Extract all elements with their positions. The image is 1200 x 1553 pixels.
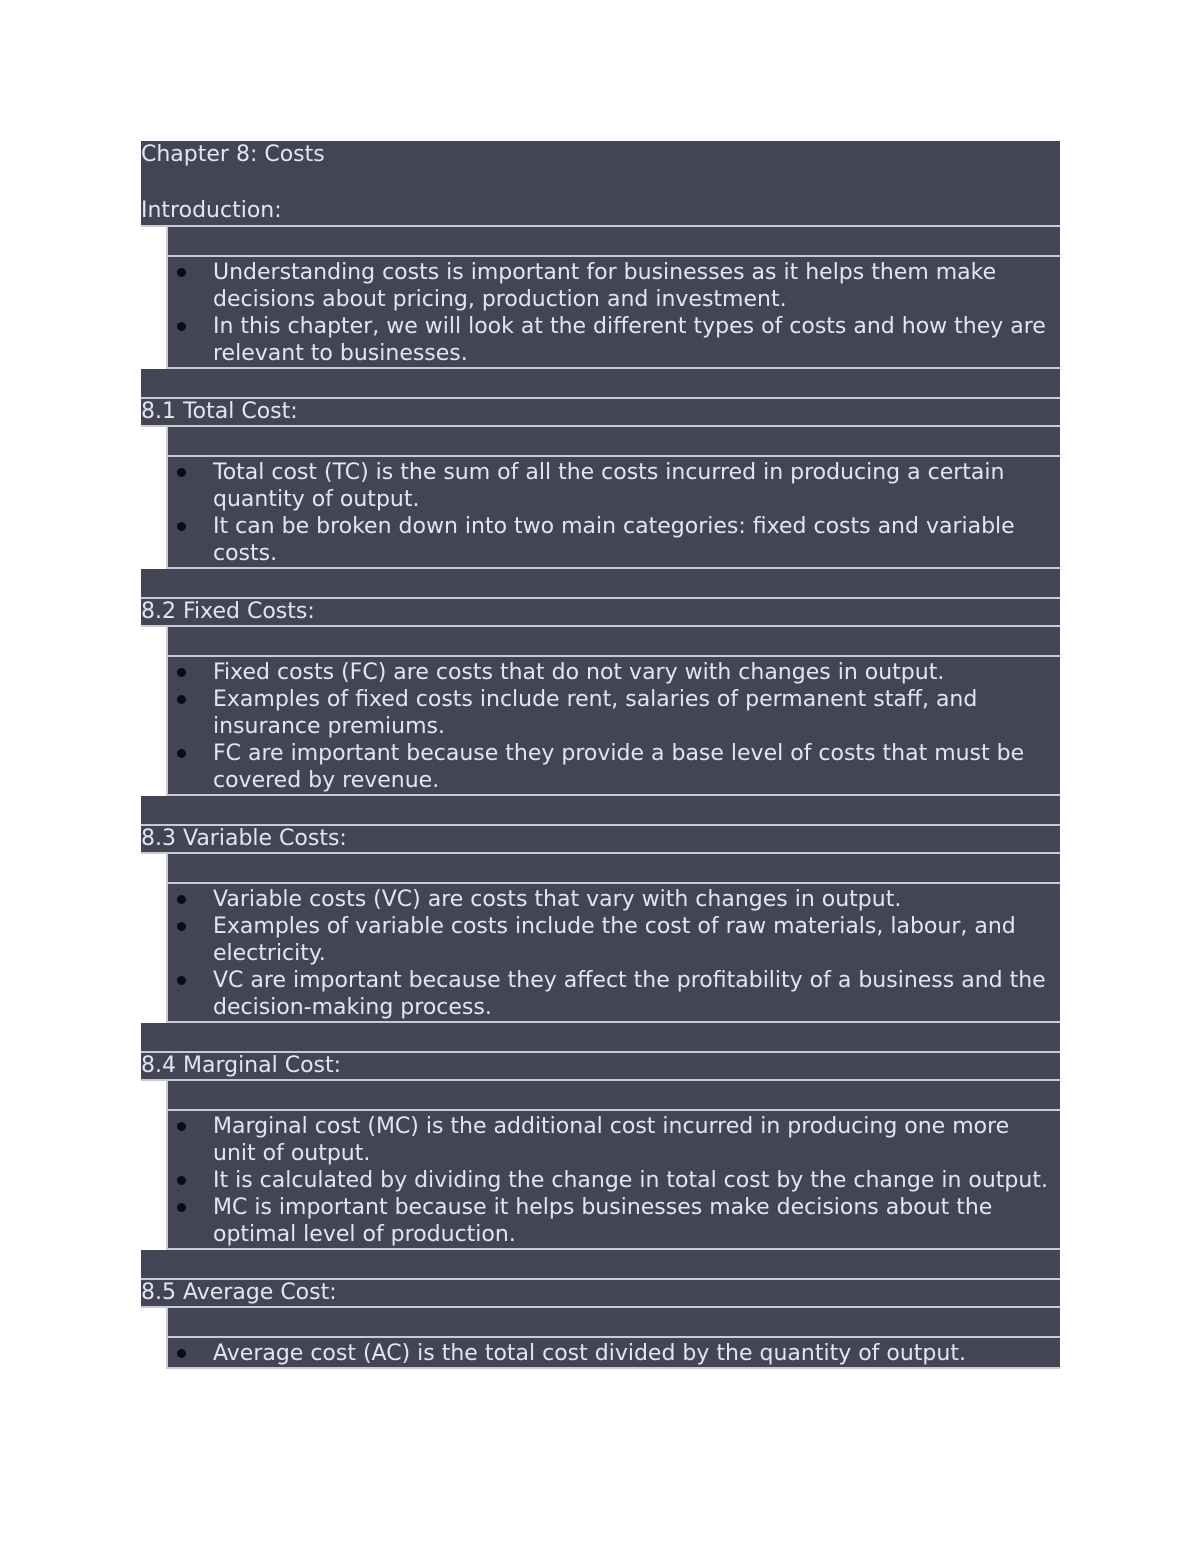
page-title: Chapter 8: Costs — [141, 142, 325, 167]
document-page — [141, 141, 1060, 1369]
list-item: Examples of fixed costs include rent, salaries of permanent staff, and insurance premiums. — [168, 686, 1060, 740]
section-heading-marginal-cost: 8.4 Marginal Cost: — [141, 1053, 1060, 1081]
blank-line — [166, 627, 1060, 657]
blank-line — [141, 796, 1060, 826]
list-item: Average cost (AC) is the total cost divided by the quantity of output. — [168, 1340, 1060, 1367]
average-cost-list — [168, 1340, 1060, 1367]
blank-line — [166, 427, 1060, 457]
blank-line — [166, 854, 1060, 884]
fixed-costs-list — [168, 659, 1060, 794]
average-cost-list-box — [166, 1338, 1060, 1369]
marginal-cost-list — [168, 1113, 1060, 1248]
blank-line — [166, 227, 1060, 257]
total-cost-list — [168, 459, 1060, 567]
list-item: Examples of variable costs include the cost of raw materials, labour, and electricity. — [168, 913, 1060, 967]
variable-costs-list — [168, 886, 1060, 1021]
list-item: Variable costs (VC) are costs that vary with changes in output. — [168, 886, 1060, 913]
list-item: Total cost (TC) is the sum of all the costs incurred in producing a certain quantity of output. — [168, 459, 1060, 513]
variable-costs-list-box — [166, 884, 1060, 1023]
blank-line — [141, 369, 1060, 399]
list-item: VC are important because they affect the profitability of a business and the decision-making process. — [168, 967, 1060, 1021]
blank-line — [166, 1308, 1060, 1338]
list-item: It can be broken down into two main categories: fixed costs and variable costs. — [168, 513, 1060, 567]
list-item: It is calculated by dividing the change in total cost by the change in output. — [168, 1167, 1060, 1194]
list-item: In this chapter, we will look at the different types of costs and how they are relevant to businesses. — [168, 313, 1060, 367]
intro-list-box — [166, 257, 1060, 369]
intro-heading: Introduction: — [141, 198, 282, 223]
marginal-cost-list-box — [166, 1111, 1060, 1250]
section-heading-fixed-costs: 8.2 Fixed Costs: — [141, 599, 1060, 627]
blank-line — [166, 1081, 1060, 1111]
list-item: Fixed costs (FC) are costs that do not vary with changes in output. — [168, 659, 1060, 686]
section-heading-average-cost: 8.5 Average Cost: — [141, 1280, 1060, 1308]
blank-line — [141, 569, 1060, 599]
total-cost-list-box — [166, 457, 1060, 569]
list-item: FC are important because they provide a base level of costs that must be covered by revenue. — [168, 740, 1060, 794]
intro-list — [168, 259, 1060, 367]
section-heading-total-cost: 8.1 Total Cost: — [141, 399, 1060, 427]
list-item: Understanding costs is important for businesses as it helps them make decisions about pricing, production and investment. — [168, 259, 1060, 313]
blank-line — [141, 1023, 1060, 1053]
fixed-costs-list-box — [166, 657, 1060, 796]
section-heading-variable-costs: 8.3 Variable Costs: — [141, 826, 1060, 854]
title-block — [141, 141, 1060, 227]
blank-line — [141, 1250, 1060, 1280]
blank-line — [141, 169, 1060, 197]
list-item: MC is important because it helps businesses make decisions about the optimal level of production. — [168, 1194, 1060, 1248]
list-item: Marginal cost (MC) is the additional cost incurred in producing one more unit of output. — [168, 1113, 1060, 1167]
